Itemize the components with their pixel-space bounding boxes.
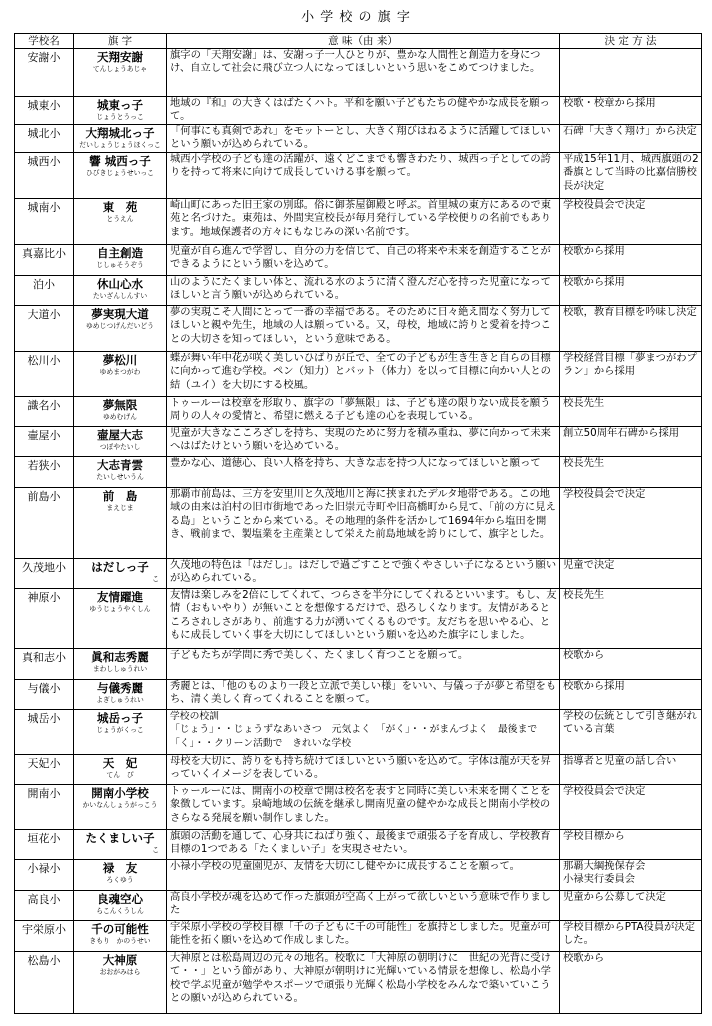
flag-reading: ろくゆう — [106, 875, 134, 884]
flag-cell — [74, 679, 167, 709]
meaning-cell: 「何事にも真剣であれ」をモットーとし、大きく翔びはねるように活躍してほしいという願いが込められている。 — [167, 124, 560, 152]
flag-reading: たいしせいうん — [96, 472, 144, 481]
flag-text: 眞和志秀麗 — [91, 649, 149, 664]
flag-cell — [74, 244, 167, 275]
flag-reading: ひびきじょうせいっこ — [86, 168, 154, 177]
table-row — [15, 49, 702, 97]
flag-text: 夢実現大道 — [91, 306, 149, 321]
decision-method-cell: 那覇大綱挽保存会 小禄実行委員会 — [560, 859, 702, 890]
decision-method-cell: 校歌から採用 — [560, 275, 702, 305]
decision-method-cell: 石碑「大きく翔け」から決定 — [560, 124, 702, 152]
flag-cell — [74, 396, 167, 426]
table-row — [15, 305, 702, 351]
flag-cell — [74, 456, 167, 487]
table-row — [15, 426, 702, 456]
flag-text: 良魂空心 — [97, 891, 143, 906]
flag-cell — [74, 920, 167, 951]
table-header-row — [15, 34, 702, 49]
flag-reading: じょうがくっこ — [96, 725, 144, 734]
meaning-cell: 久茂地の特色は「はだし」。はだしで過ごすことで強くやさしい子になるという願いが込められている。 — [167, 558, 560, 588]
meaning-cell: 那覇市前島は、三方を安里川と久茂地川と海に挟まれたデルタ地帯である。この地域の由来は泊村の旧市街地であった旧崇元寺町や旧高橋町から見て、「前の方に見える島」ということから来ている。その地理的条件を活かして1694年から塩田を開き、戦前まで、製塩業を主産業として栄えた前島地域を誇りにして、旗字とした。 — [167, 487, 560, 558]
decision-method-cell: 学校役員会で決定 — [560, 198, 702, 244]
flag-text: 東 苑 — [102, 199, 138, 214]
school-name-cell: 松川小 — [15, 351, 74, 396]
table-row — [15, 124, 702, 152]
page-title: 小 学 校 の 旗 字 — [301, 10, 411, 25]
school-name-cell: 城東小 — [15, 97, 74, 125]
flag-cell — [74, 351, 167, 396]
school-name-cell: 城岳小 — [15, 709, 74, 754]
table-row — [15, 487, 702, 558]
school-name-cell: 大道小 — [15, 305, 74, 351]
flag-text: 禄 友 — [102, 860, 138, 875]
table-row — [15, 679, 702, 709]
flag-reading: だいしょうじょうほくっこ — [79, 140, 161, 149]
school-name-cell: 開南小 — [15, 784, 74, 829]
school-name-cell: 前島小 — [15, 487, 74, 558]
meaning-cell: 児童が自ら進んで学習し、自分の力を信じて、自己の将来や未来を創造することができるようにという願いを込めて。 — [167, 244, 560, 275]
column-header-meaning: 意 味（由 来） — [167, 34, 560, 49]
flag-reading: ゆめむげん — [103, 412, 137, 421]
flag-cell — [74, 198, 167, 244]
flag-cell — [74, 487, 167, 558]
flag-text: 前 島 — [102, 488, 138, 503]
decision-method-cell: 学校目標から — [560, 829, 702, 859]
meaning-cell: トゥールーは校章を形取り、旗字の「夢無限」は、子ども達の限りない成長を願う周りの人々の愛情と、希望に燃える子ども達の心を表現している。 — [167, 396, 560, 426]
flag-text: 千の可能性 — [91, 921, 149, 936]
flag-reading: じょうとうっこ — [96, 113, 144, 121]
table-row — [15, 784, 702, 829]
flag-text: 夢松川 — [102, 352, 138, 367]
flag-cell — [74, 588, 167, 648]
flag-cell — [74, 859, 167, 890]
flag-text: 響 城西っ子 — [89, 153, 151, 168]
table-row — [15, 709, 702, 754]
meaning-cell: 秀麗とは、「他のものより一段と立派で美しい様」をいい、与儀っ子が夢と希望をもち、清く美しく育ってくれることを願って。 — [167, 679, 560, 709]
meaning-cell: 蝶が舞い年中花が咲く美しいひばりが丘で、全ての子どもが生き生きと自らの目標に向かって進む学校。ペン（知力）とバット（体力）を以って目標に向かい人との結（ユイ）を大切にする校風。 — [167, 351, 560, 396]
flag-text: 与儀秀麗 — [97, 680, 143, 695]
meaning-cell: 豊かな心、道徳心、良い人格を持ち、大きな志を持つ人になってほしいと願って — [167, 456, 560, 487]
flag-cell — [74, 426, 167, 456]
school-name-cell: 小禄小 — [15, 859, 74, 890]
meaning-cell: 母校を大切に、誇りをも持ち続けてほしいという願いを込めて。字体は龍が天を昇っていくイメージを表している。 — [167, 754, 560, 784]
school-name-cell: 識名小 — [15, 396, 74, 426]
table-row — [15, 829, 702, 859]
flag-cell — [74, 951, 167, 1013]
flag-cell — [74, 784, 167, 829]
table-row — [15, 456, 702, 487]
meaning-cell: 学校の校訓 「じょう」・・じょうずなあいさつ 元気よく 「がく」・・がまんづよく 最後まで 「く」・・クリーン活動で きれいな学校 — [167, 709, 560, 754]
flag-text: 城東っ子 — [97, 98, 143, 112]
flag-reading: とうえん — [106, 214, 134, 223]
flag-text: 大志青雲 — [97, 457, 143, 472]
flag-reading: つぼやたいし — [99, 442, 141, 451]
table-row — [15, 588, 702, 648]
flag-reading: てんしょうあじゃ — [92, 65, 148, 73]
flag-reading: よぎしゅうれい — [96, 695, 144, 704]
meaning-cell: 旗字の「天翔安謝」は、安謝っ子一人ひとりが、豊かな人間性と創造力を身につけ、自立して社会に飛び立つ人になってほしいという思いをこめてつけました。 — [167, 49, 560, 97]
flag-cell — [74, 124, 167, 152]
meaning-cell: 城西小学校の子ども達の活躍が、遠くどこまでも響きわたり、城西っ子としての誇りを持って将来に向けて成長していける事を願って。 — [167, 152, 560, 198]
decision-method-cell: 校歌から — [560, 951, 702, 1013]
table-row — [15, 951, 702, 1013]
decision-method-cell: 学校目標からPTA役員が決定した。 — [560, 920, 702, 951]
table-row — [15, 558, 702, 588]
flag-text: 休山心水 — [97, 276, 143, 291]
flag-text: たくましい子 — [85, 830, 155, 845]
school-name-cell: 壷屋小 — [15, 426, 74, 456]
table-header — [15, 34, 702, 49]
table-row — [15, 198, 702, 244]
meaning-cell: 小禄小学校の児童園児が、友情を大切にし健やかに成長することを願って。 — [167, 859, 560, 890]
school-name-cell: 宇栄原小 — [15, 920, 74, 951]
table-row — [15, 351, 702, 396]
school-name-cell: 真和志小 — [15, 648, 74, 679]
flag-reading: こ — [152, 574, 159, 583]
meaning-cell: 地域の『和』の大きくはばたくハト。平和を願い子どもたちの健やかな成長を願って。 — [167, 97, 560, 125]
flag-reading: まえじま — [106, 503, 134, 512]
column-header-school: 学校名 — [15, 34, 74, 49]
flag-cell — [74, 709, 167, 754]
table-body — [15, 49, 702, 1014]
school-name-cell: 真嘉比小 — [15, 244, 74, 275]
flag-cell — [74, 152, 167, 198]
meaning-cell: 山のようにたくましい体と、流れる水のように清く澄んだ心を持った児童になってほしいと言う願いが込められている。 — [167, 275, 560, 305]
decision-method-cell: 学校役員会で決定 — [560, 487, 702, 558]
school-name-cell: 神原小 — [15, 588, 74, 648]
meaning-cell: 子どもたちが学問に秀で美しく、たくましく育つことを願って。 — [167, 648, 560, 679]
flag-text: 城岳っ子 — [97, 710, 143, 725]
flag-text: 開南小学校 — [91, 785, 149, 800]
flag-reading: こ — [152, 845, 159, 854]
decision-method-cell: 児童で決定 — [560, 558, 702, 588]
table-row — [15, 396, 702, 426]
meaning-cell: 高良小学校が魂を込めて作った旗頭が空高く上がって欲しいという意味で作りました — [167, 890, 560, 920]
flag-reading: まわししゅうれい — [92, 664, 148, 673]
school-name-cell: 泊小 — [15, 275, 74, 305]
school-name-cell: 垣花小 — [15, 829, 74, 859]
meaning-cell: 児童が大きなこころざしを持ち、実現のために努力を積み重ね、夢に向かって未来へはばたけという願いを込めている。 — [167, 426, 560, 456]
flag-text: 友情躍進 — [97, 589, 143, 604]
flag-text: 夢無限 — [102, 397, 138, 412]
school-name-cell: 若狭小 — [15, 456, 74, 487]
flag-text: はだしっ子 — [91, 559, 149, 574]
column-header-decision: 決 定 方 法 — [560, 34, 702, 49]
school-name-cell: 天妃小 — [15, 754, 74, 784]
flag-cell — [74, 648, 167, 679]
flag-cell — [74, 829, 167, 859]
flag-cell — [74, 558, 167, 588]
meaning-cell: 友情は楽しみを2倍にしてくれて、つらさを半分にしてくれるといいます。もし、友情（おもいやり）が無いことを想像するだけで、恐ろしくなります。友情があるところされしさがあり、前進する力が湧いてくるものです。友だちを思いやる心、ともに成長していく事を大切にしてほしいという願いを込めた旗字にしました。 — [167, 588, 560, 648]
flag-cell — [74, 97, 167, 125]
flag-reading: おおがみはら — [99, 967, 141, 976]
decision-method-cell: 指導者と児童の話し合い — [560, 754, 702, 784]
decision-method-cell: 学校役員会で決定 — [560, 784, 702, 829]
school-name-cell: 城西小 — [15, 152, 74, 198]
school-name-cell: 安謝小 — [15, 49, 74, 97]
flag-text: 大翔城北っ子 — [85, 125, 155, 140]
school-name-cell: 高良小 — [15, 890, 74, 920]
flag-text: 大神原 — [102, 952, 138, 967]
school-name-cell: 城南小 — [15, 198, 74, 244]
table-row — [15, 920, 702, 951]
decision-method-cell: 校長先生 — [560, 588, 702, 648]
flag-reading: てん ぴ — [106, 770, 134, 779]
table-row — [15, 97, 702, 125]
flag-text: 天翔安謝 — [97, 50, 143, 64]
decision-method-cell: 学校の伝統として引き継がれている言葉 — [560, 709, 702, 754]
flag-cell — [74, 890, 167, 920]
school-name-cell: 与儀小 — [15, 679, 74, 709]
meaning-cell: 崎山町にあった旧王家の別邸。俗に御茶屋御殿と呼ぶ。首里城の東方にあるので東苑と名づけた。東苑は、外間実宣校長が毎月発行している学校便りの名前でもあります。地域保護者の方々にもなじみの深い名前です。 — [167, 198, 560, 244]
table-row — [15, 244, 702, 275]
decision-method-cell: 児童から公募して決定 — [560, 890, 702, 920]
table-row — [15, 275, 702, 305]
table-row — [15, 859, 702, 890]
decision-method-cell: 創立50周年石碑から採用 — [560, 426, 702, 456]
flag-reading: らこんくうしん — [96, 906, 144, 915]
decision-method-cell: 校歌，教育目標を吟味し決定 — [560, 305, 702, 351]
meaning-cell: 旗頭の活動を通して、心身共にねばり強く、最後まで頑張る子を育成し、学校教育目標の1つである「たくましい子」を実現させたい。 — [167, 829, 560, 859]
flag-reading: ゆめまつがわ — [99, 367, 141, 376]
flag-cell — [74, 49, 167, 97]
decision-method-cell: 平成15年11月、城西旗頭の2番旗として当時の比嘉信勝校長が決定 — [560, 152, 702, 198]
school-name-cell: 松島小 — [15, 951, 74, 1013]
meaning-cell: 大神原とは松島周辺の元々の地名。校歌に「大神原の朝明けに 世紀の光背に受けて・・」という節があり、大神原が朝明けに光輝いている情景を想像し、松島小学校で学ぶ児童が勉学やスポーツで頑張り光輝く松島小学校をみんなで築いていこうとの願いが込められている。 — [167, 951, 560, 1013]
flag-reading: じしゅそうぞう — [96, 260, 144, 269]
column-header-flag: 旗 字 — [74, 34, 167, 49]
flag-cell — [74, 305, 167, 351]
flag-reading: ゆめじつげんだいどう — [86, 321, 154, 330]
meaning-cell: 夢の実現こそ人間にとって一番の幸福である。そのために日々絶え間なく努力してほしいと親や先生，地域の人は願っている。又，母校，地域に誇りと愛着を持つことの大切さを知ってほしい，という意味である。 — [167, 305, 560, 351]
decision-method-cell: 校長先生 — [560, 396, 702, 426]
flag-reading: たいざんしんすい — [92, 291, 148, 300]
meaning-cell: 宇栄原小学校の学校目標「千の子どもに千の可能性」を旗持としました。児童が可能性を拓く願いを込めて作成しました。 — [167, 920, 560, 951]
flag-text: 壷屋大志 — [97, 427, 143, 442]
decision-method-cell: 校歌から採用 — [560, 679, 702, 709]
meaning-cell: トゥールーには、開南小の校章で開は校名を表すと同時に美しい未来を開くことを象徴しています。泉崎地域の伝統を継承し開南児童の健やかな成長と開南小学校のさらなる発展を願い制作しました。 — [167, 784, 560, 829]
decision-method-cell: 学校経営目標「夢まつがわプラン」から採用 — [560, 351, 702, 396]
flag-text: 天 妃 — [102, 755, 138, 770]
flag-text: 自主創造 — [97, 245, 143, 260]
flag-reading: ゆうじょうやくしん — [89, 604, 151, 613]
decision-method-cell — [560, 49, 702, 97]
decision-method-cell: 校長先生 — [560, 456, 702, 487]
decision-method-cell: 校歌・校章から採用 — [560, 97, 702, 125]
school-name-cell: 城北小 — [15, 124, 74, 152]
flag-cell — [74, 754, 167, 784]
flag-reading: きもり かのうせい — [89, 936, 151, 945]
table-row — [15, 648, 702, 679]
table-row — [15, 890, 702, 920]
table-row — [15, 754, 702, 784]
flag-cell — [74, 275, 167, 305]
table-row — [15, 152, 702, 198]
flag-reading: かいなんしょうがっこう — [82, 800, 158, 809]
school-name-cell: 久茂地小 — [15, 558, 74, 588]
decision-method-cell: 校歌から — [560, 648, 702, 679]
decision-method-cell: 校歌から採用 — [560, 244, 702, 275]
school-flag-table — [14, 33, 702, 1014]
